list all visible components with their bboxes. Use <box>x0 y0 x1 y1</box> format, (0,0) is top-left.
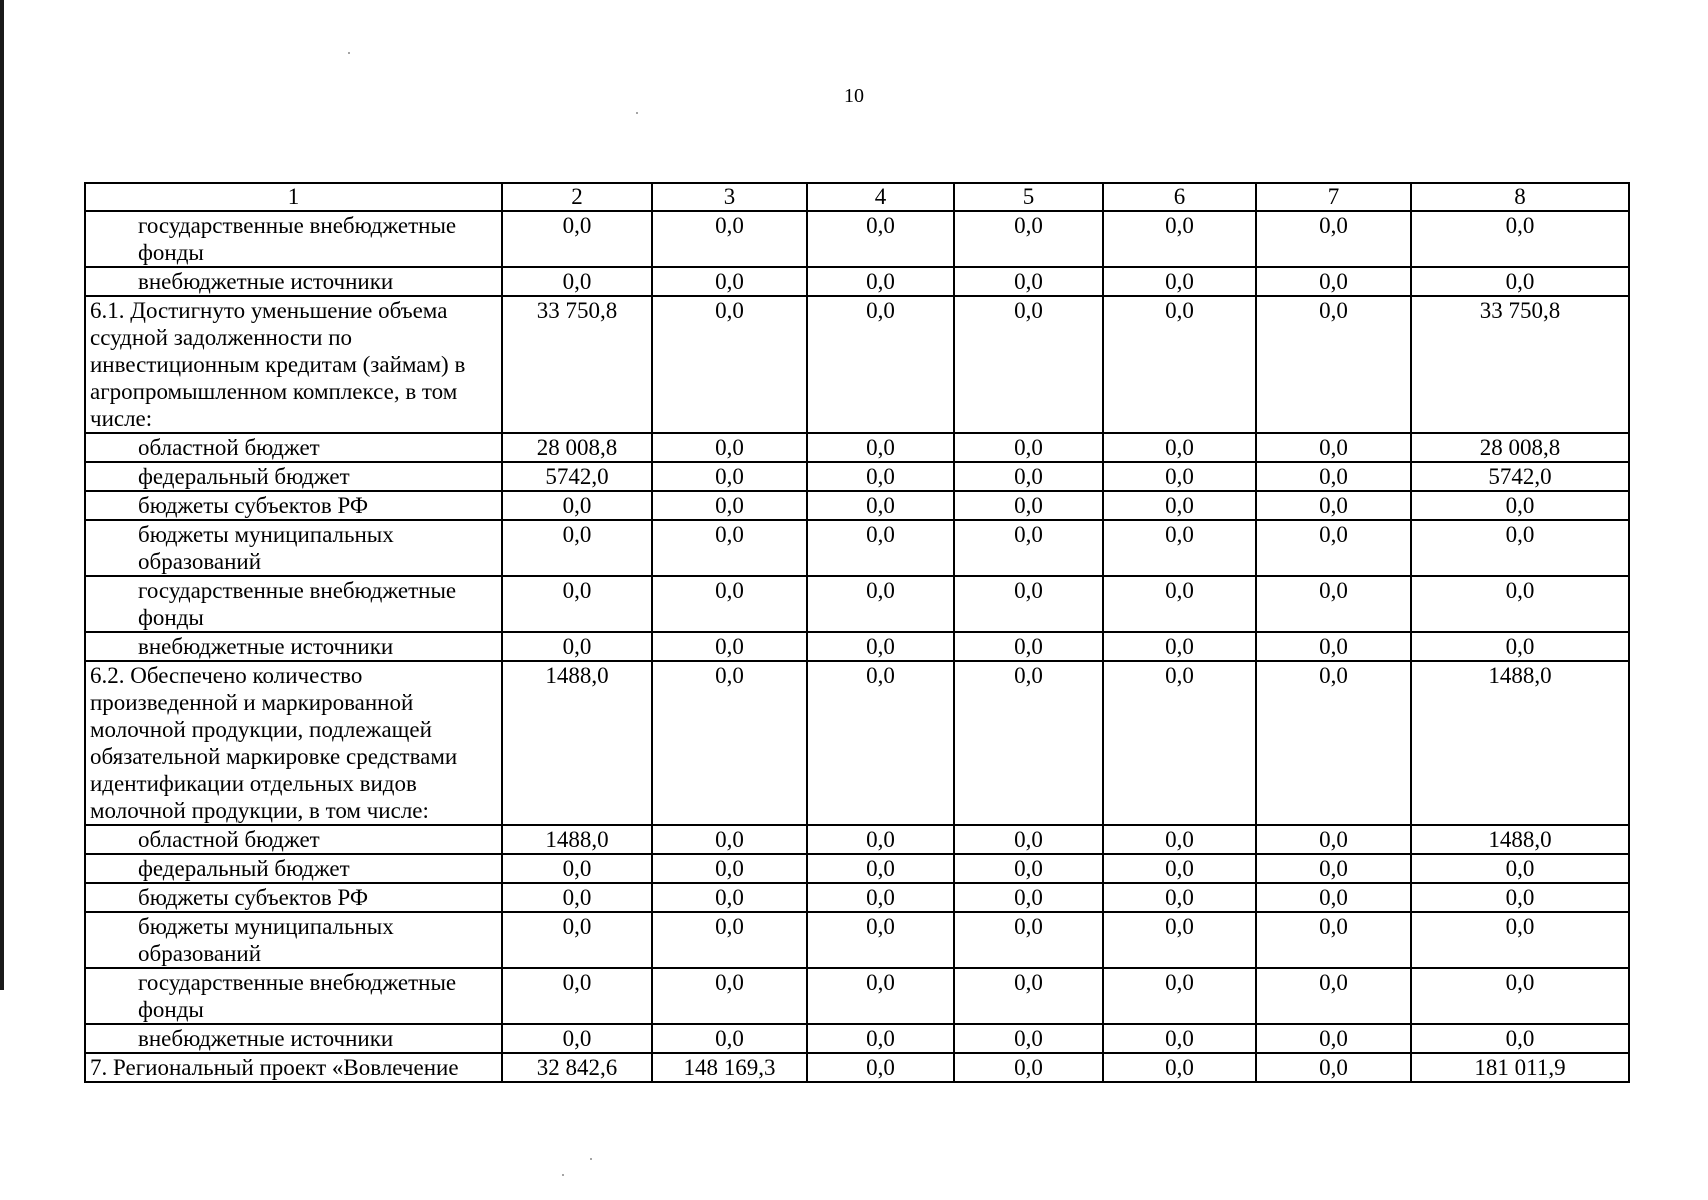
header-cell: 8 <box>1411 183 1629 211</box>
value-cell: 0,0 <box>652 491 807 520</box>
value-cell: 0,0 <box>1411 883 1629 912</box>
value-cell: 0,0 <box>502 267 652 296</box>
row-label-text: внебюджетные источники <box>138 634 394 659</box>
value-cell: 0,0 <box>1256 576 1411 632</box>
value-cell: 0,0 <box>1103 211 1256 267</box>
row-label-text: государственные внебюджетные фонды <box>138 970 457 1022</box>
value-cell: 0,0 <box>1103 883 1256 912</box>
row-label-subitem <box>85 632 502 661</box>
header-cell: 2 <box>502 183 652 211</box>
value-cell: 0,0 <box>502 1024 652 1053</box>
value-cell: 0,0 <box>1411 267 1629 296</box>
value-cell: 0,0 <box>954 433 1103 462</box>
value-cell: 0,0 <box>1103 1053 1256 1082</box>
value-cell: 0,0 <box>1103 491 1256 520</box>
row-label-text: областной бюджет <box>138 435 320 460</box>
scan-speck <box>636 112 638 114</box>
value-cell: 0,0 <box>1256 968 1411 1024</box>
value-cell: 0,0 <box>954 1053 1103 1082</box>
row-label: 7. Региональный проект «Вовлечение <box>85 1053 502 1082</box>
value-cell: 1488,0 <box>502 825 652 854</box>
header-cell: 3 <box>652 183 807 211</box>
value-cell: 0,0 <box>954 211 1103 267</box>
value-cell: 0,0 <box>1256 296 1411 433</box>
row-label-text: государственные внебюджетные фонды <box>138 578 457 630</box>
value-cell: 0,0 <box>502 576 652 632</box>
value-cell: 148 169,3 <box>652 1053 807 1082</box>
value-cell: 0,0 <box>1103 296 1256 433</box>
table-row <box>85 1053 1629 1082</box>
header-cell: 5 <box>954 183 1103 211</box>
budget-table <box>84 182 1630 1083</box>
table-row <box>85 211 1629 267</box>
value-cell: 0,0 <box>954 267 1103 296</box>
value-cell: 0,0 <box>1256 854 1411 883</box>
value-cell: 0,0 <box>1256 211 1411 267</box>
value-cell: 0,0 <box>1256 267 1411 296</box>
value-cell: 0,0 <box>1103 632 1256 661</box>
value-cell: 0,0 <box>1103 968 1256 1024</box>
table-row <box>85 491 1629 520</box>
value-cell: 0,0 <box>652 883 807 912</box>
table-row <box>85 883 1629 912</box>
value-cell: 0,0 <box>502 854 652 883</box>
value-cell: 0,0 <box>1411 912 1629 968</box>
value-cell: 0,0 <box>954 661 1103 825</box>
row-label-subitem <box>85 520 502 576</box>
value-cell: 0,0 <box>652 433 807 462</box>
value-cell: 33 750,8 <box>1411 296 1629 433</box>
value-cell: 0,0 <box>1411 491 1629 520</box>
value-cell: 0,0 <box>1411 968 1629 1024</box>
value-cell: 0,0 <box>1103 661 1256 825</box>
value-cell: 0,0 <box>502 883 652 912</box>
value-cell: 0,0 <box>652 520 807 576</box>
table-row <box>85 661 1629 825</box>
value-cell: 0,0 <box>1256 1053 1411 1082</box>
value-cell: 0,0 <box>502 912 652 968</box>
value-cell: 0,0 <box>1256 632 1411 661</box>
value-cell: 0,0 <box>1411 576 1629 632</box>
row-label-subitem <box>85 854 502 883</box>
value-cell: 0,0 <box>1411 1024 1629 1053</box>
value-cell: 0,0 <box>1103 267 1256 296</box>
row-label-subitem <box>85 576 502 632</box>
value-cell: 0,0 <box>652 912 807 968</box>
row-label: 6.2. Обеспечено количество произведенной и маркированной молочной продукции, подлежащей обязательной маркировке средствами идентификации отдельных видов молочной продукции, в том числе: <box>85 661 502 825</box>
value-cell: 0,0 <box>954 576 1103 632</box>
value-cell: 28 008,8 <box>1411 433 1629 462</box>
table-row <box>85 267 1629 296</box>
value-cell: 0,0 <box>652 267 807 296</box>
value-cell: 0,0 <box>502 520 652 576</box>
value-cell: 0,0 <box>807 267 954 296</box>
value-cell: 0,0 <box>1256 433 1411 462</box>
value-cell: 0,0 <box>1256 462 1411 491</box>
value-cell: 0,0 <box>652 211 807 267</box>
value-cell: 1488,0 <box>1411 661 1629 825</box>
table-row <box>85 462 1629 491</box>
value-cell: 0,0 <box>807 912 954 968</box>
value-cell: 0,0 <box>1103 462 1256 491</box>
value-cell: 0,0 <box>502 968 652 1024</box>
row-label-text: федеральный бюджет <box>138 464 350 489</box>
value-cell: 0,0 <box>954 491 1103 520</box>
table-row <box>85 825 1629 854</box>
value-cell: 0,0 <box>652 825 807 854</box>
value-cell: 0,0 <box>807 433 954 462</box>
value-cell: 0,0 <box>652 1024 807 1053</box>
value-cell: 0,0 <box>954 296 1103 433</box>
value-cell: 0,0 <box>1103 912 1256 968</box>
table-row <box>85 632 1629 661</box>
row-label-text: бюджеты муниципальных образований <box>138 522 394 574</box>
value-cell: 0,0 <box>652 968 807 1024</box>
scan-speck <box>348 52 350 54</box>
table-row <box>85 912 1629 968</box>
value-cell: 0,0 <box>954 968 1103 1024</box>
header-cell: 6 <box>1103 183 1256 211</box>
value-cell: 0,0 <box>1411 520 1629 576</box>
row-label-subitem <box>85 883 502 912</box>
table-row <box>85 576 1629 632</box>
value-cell: 0,0 <box>1256 491 1411 520</box>
value-cell: 0,0 <box>807 968 954 1024</box>
table-row <box>85 296 1629 433</box>
value-cell: 0,0 <box>652 854 807 883</box>
value-cell: 0,0 <box>807 883 954 912</box>
table-row <box>85 433 1629 462</box>
value-cell: 0,0 <box>1103 433 1256 462</box>
table-row <box>85 854 1629 883</box>
row-label-subitem <box>85 211 502 267</box>
row-label-subitem <box>85 462 502 491</box>
value-cell: 32 842,6 <box>502 1053 652 1082</box>
table-row <box>85 968 1629 1024</box>
value-cell: 0,0 <box>1103 576 1256 632</box>
value-cell: 0,0 <box>1256 825 1411 854</box>
value-cell: 0,0 <box>954 854 1103 883</box>
value-cell: 0,0 <box>807 825 954 854</box>
value-cell: 0,0 <box>1411 632 1629 661</box>
row-label-subitem <box>85 1024 502 1053</box>
row-label-subitem <box>85 825 502 854</box>
value-cell: 0,0 <box>1256 661 1411 825</box>
value-cell: 0,0 <box>502 632 652 661</box>
value-cell: 0,0 <box>807 520 954 576</box>
table-row <box>85 520 1629 576</box>
header-cell: 7 <box>1256 183 1411 211</box>
row-label: 6.1. Достигнуто уменьшение объема ссудной задолженности по инвестиционным кредитам (займам) в агропромышленном комплексе, в том числе: <box>85 296 502 433</box>
row-label-text: областной бюджет <box>138 827 320 852</box>
value-cell: 0,0 <box>954 825 1103 854</box>
row-label-subitem <box>85 491 502 520</box>
value-cell: 0,0 <box>652 661 807 825</box>
page-number: 10 <box>844 85 864 107</box>
value-cell: 0,0 <box>807 661 954 825</box>
value-cell: 0,0 <box>954 462 1103 491</box>
row-label-text: бюджеты муниципальных образований <box>138 914 394 966</box>
value-cell: 0,0 <box>807 854 954 883</box>
value-cell: 0,0 <box>1103 1024 1256 1053</box>
value-cell: 0,0 <box>652 296 807 433</box>
value-cell: 0,0 <box>1411 211 1629 267</box>
value-cell: 0,0 <box>954 912 1103 968</box>
row-label-subitem <box>85 267 502 296</box>
value-cell: 0,0 <box>652 576 807 632</box>
value-cell: 0,0 <box>652 632 807 661</box>
header-cell: 4 <box>807 183 954 211</box>
value-cell: 0,0 <box>652 462 807 491</box>
row-label-text: федеральный бюджет <box>138 856 350 881</box>
table-body <box>85 183 1629 1082</box>
scan-speck <box>590 1158 592 1160</box>
value-cell: 0,0 <box>954 883 1103 912</box>
row-label-text: бюджеты субъектов РФ <box>138 885 369 910</box>
value-cell: 0,0 <box>807 462 954 491</box>
row-label-text: бюджеты субъектов РФ <box>138 493 369 518</box>
value-cell: 33 750,8 <box>502 296 652 433</box>
row-label-subitem <box>85 968 502 1024</box>
value-cell: 0,0 <box>807 211 954 267</box>
table-row <box>85 1024 1629 1053</box>
value-cell: 0,0 <box>1256 520 1411 576</box>
header-row <box>85 183 1629 211</box>
value-cell: 1488,0 <box>1411 825 1629 854</box>
value-cell: 0,0 <box>807 491 954 520</box>
value-cell: 0,0 <box>1103 520 1256 576</box>
scan-speck <box>562 1174 564 1176</box>
value-cell: 0,0 <box>1103 854 1256 883</box>
value-cell: 1488,0 <box>502 661 652 825</box>
value-cell: 0,0 <box>807 1024 954 1053</box>
value-cell: 0,0 <box>954 1024 1103 1053</box>
value-cell: 0,0 <box>1256 1024 1411 1053</box>
value-cell: 0,0 <box>807 1053 954 1082</box>
value-cell: 0,0 <box>1411 854 1629 883</box>
value-cell: 5742,0 <box>502 462 652 491</box>
value-cell: 0,0 <box>807 296 954 433</box>
value-cell: 0,0 <box>1256 912 1411 968</box>
value-cell: 0,0 <box>1103 825 1256 854</box>
row-label-text: внебюджетные источники <box>138 1026 394 1051</box>
value-cell: 0,0 <box>954 632 1103 661</box>
value-cell: 0,0 <box>807 576 954 632</box>
value-cell: 0,0 <box>807 632 954 661</box>
value-cell: 5742,0 <box>1411 462 1629 491</box>
row-label-text: внебюджетные источники <box>138 269 394 294</box>
value-cell: 0,0 <box>502 491 652 520</box>
value-cell: 28 008,8 <box>502 433 652 462</box>
value-cell: 181 011,9 <box>1411 1053 1629 1082</box>
row-label-subitem <box>85 433 502 462</box>
scan-edge <box>0 0 4 990</box>
header-cell: 1 <box>85 183 502 211</box>
value-cell: 0,0 <box>502 211 652 267</box>
row-label-text: государственные внебюджетные фонды <box>138 213 457 265</box>
value-cell: 0,0 <box>1256 883 1411 912</box>
value-cell: 0,0 <box>954 520 1103 576</box>
row-label-subitem <box>85 912 502 968</box>
